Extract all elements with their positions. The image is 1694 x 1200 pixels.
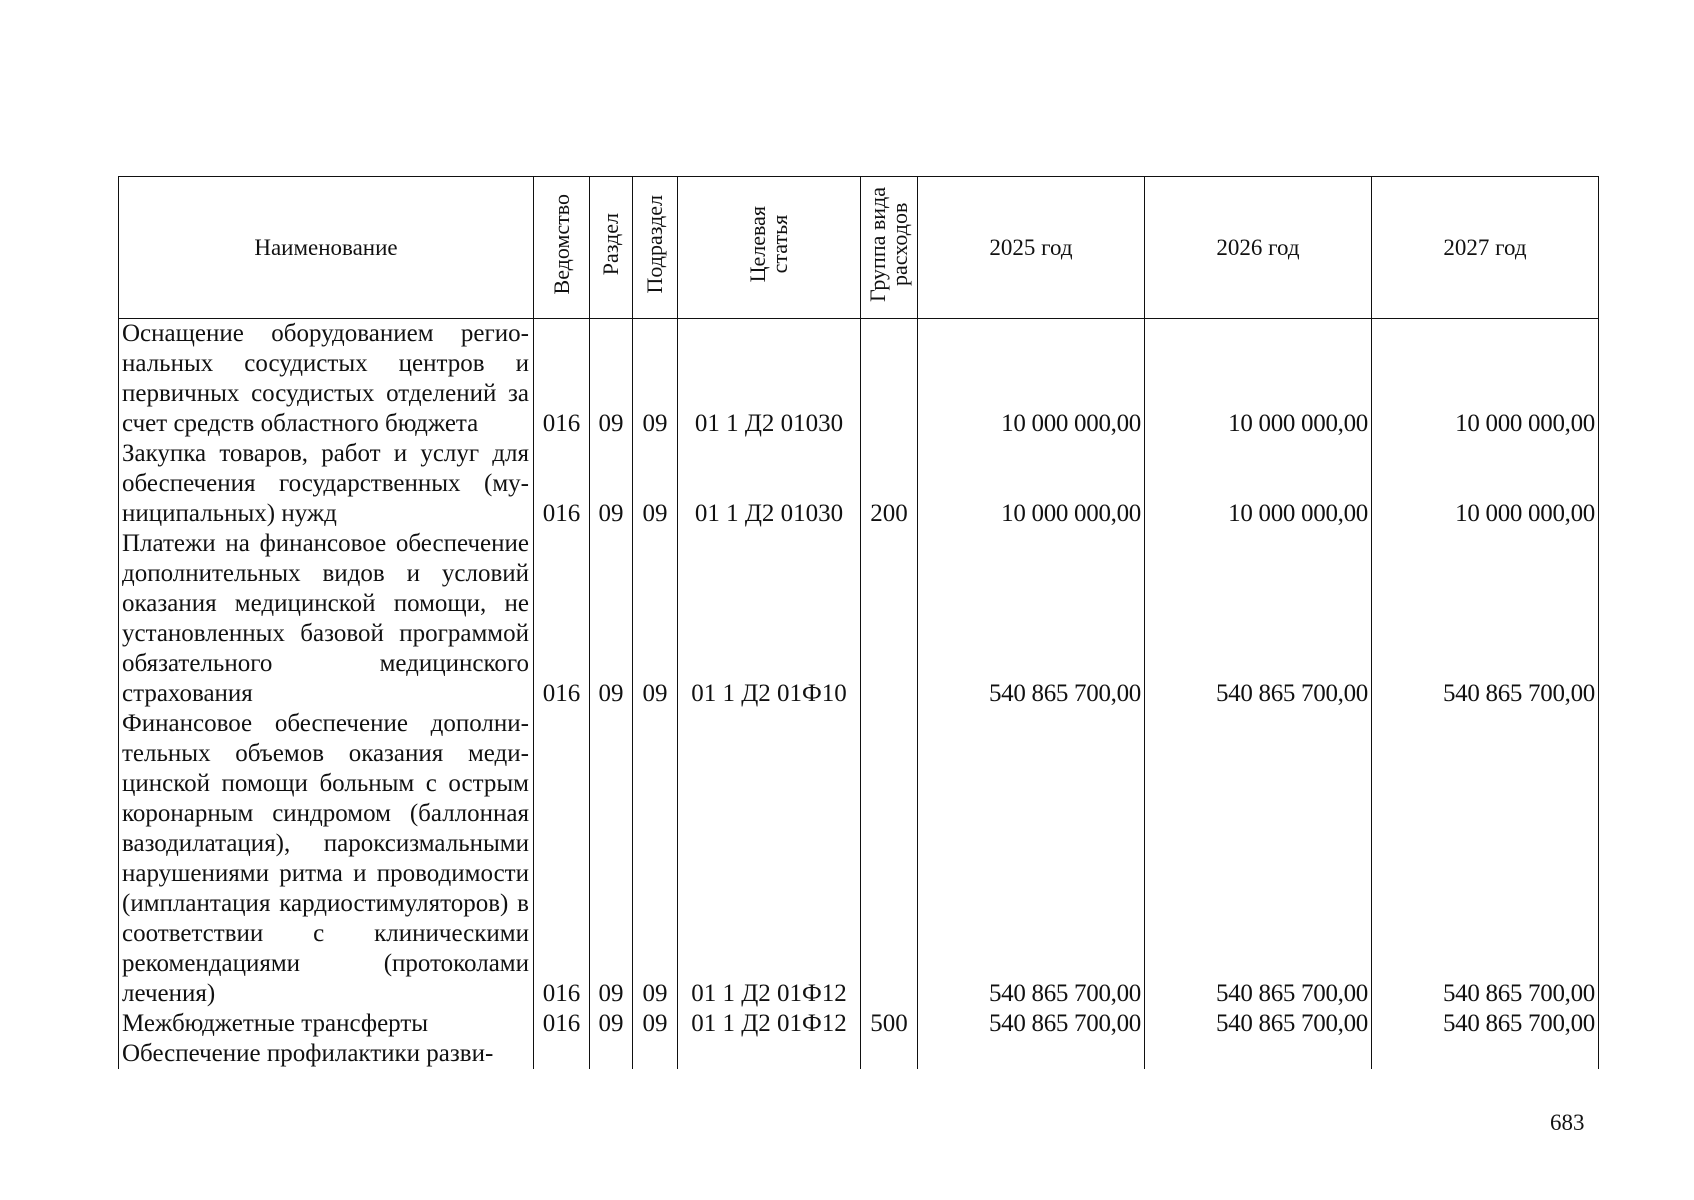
header-target-line1: Целевая	[745, 206, 770, 283]
row-2027: 540 865 700,00	[1372, 529, 1599, 709]
row-2025: 10 000 000,00	[918, 319, 1145, 440]
header-row	[119, 177, 1599, 319]
header-group-line2: расходов	[887, 202, 912, 287]
row-group: 500	[861, 1009, 918, 1039]
page-number: 683	[1550, 1110, 1585, 1135]
row-2027	[1372, 1039, 1599, 1069]
row-2026: 540 865 700,00	[1145, 1009, 1372, 1039]
row-2026: 540 865 700,00	[1145, 709, 1372, 1009]
row-2026: 10 000 000,00	[1145, 319, 1372, 440]
row-group	[861, 319, 918, 440]
table-row	[119, 439, 1599, 529]
row-vedomstvo: 016	[534, 319, 590, 440]
row-vedomstvo	[534, 1039, 590, 1069]
row-target	[678, 1039, 861, 1069]
header-podrazdel: Подраздел	[633, 177, 678, 319]
header-expense-group	[861, 177, 918, 319]
row-target: 01 1 Д2 01030	[678, 319, 861, 440]
row-2025	[918, 1039, 1145, 1069]
row-podrazdel: 09	[633, 439, 678, 529]
budget-table	[118, 176, 1599, 1069]
header-group-line1: Группа вида	[865, 187, 890, 302]
row-razdel: 09	[590, 1009, 633, 1039]
header-2027: 2027 год	[1372, 177, 1599, 319]
row-name: Закупка товаров, работ и услуг для обеспечения государственных (муниципальных) нужд	[119, 439, 534, 529]
row-target: 01 1 Д2 01Ф12	[678, 709, 861, 1009]
row-2026: 540 865 700,00	[1145, 529, 1372, 709]
row-2025: 540 865 700,00	[918, 709, 1145, 1009]
budget-table-container	[118, 176, 1598, 1069]
row-2025: 540 865 700,00	[918, 529, 1145, 709]
row-podrazdel	[633, 1039, 678, 1069]
row-podrazdel: 09	[633, 529, 678, 709]
row-name: Платежи на финансовое обеспечение дополнительных видов и условий оказания медицинской помощи, не установленных базовой программой обязательного медицинского страхования	[119, 529, 534, 709]
row-2027: 10 000 000,00	[1372, 319, 1599, 440]
row-target: 01 1 Д2 01Ф12	[678, 1009, 861, 1039]
row-vedomstvo: 016	[534, 439, 590, 529]
row-group	[861, 1039, 918, 1069]
row-2026: 10 000 000,00	[1145, 439, 1372, 529]
row-podrazdel: 09	[633, 319, 678, 440]
table-row	[119, 709, 1599, 1009]
row-podrazdel: 09	[633, 1009, 678, 1039]
row-target: 01 1 Д2 01030	[678, 439, 861, 529]
header-2026: 2026 год	[1145, 177, 1372, 319]
row-2027: 10 000 000,00	[1372, 439, 1599, 529]
table-row	[119, 1009, 1599, 1039]
row-razdel: 09	[590, 319, 633, 440]
header-2025: 2025 год	[918, 177, 1145, 319]
row-2026	[1145, 1039, 1372, 1069]
table-header	[119, 177, 1599, 319]
row-group	[861, 529, 918, 709]
header-razdel: Раздел	[590, 177, 633, 319]
header-vedomstvo: Ведомство	[534, 177, 590, 319]
row-name: Межбюджетные трансферты	[119, 1009, 534, 1039]
table-body	[119, 319, 1599, 1070]
row-name: Обеспечение профилактики разви-	[119, 1039, 534, 1069]
row-razdel: 09	[590, 529, 633, 709]
row-2027: 540 865 700,00	[1372, 709, 1599, 1009]
row-name: Финансовое обеспечение дополнительных объемов оказания медицинской помощи больным с острым коронарным синдромом (баллонная вазодилатация), пароксизмальными нарушениями ритма и проводимости (имплантация кардиостимуляторов) в соответствии с клиническими рекомендациями (протоколами лечения)	[119, 709, 534, 1009]
row-vedomstvo: 016	[534, 709, 590, 1009]
row-podrazdel: 09	[633, 709, 678, 1009]
row-razdel: 09	[590, 709, 633, 1009]
header-target-article	[678, 177, 861, 319]
row-vedomstvo: 016	[534, 529, 590, 709]
row-name: Оснащение оборудованием региональных сосудистых центров и первичных сосудистых отделений за счет средств областного бюджета	[119, 319, 534, 440]
table-row	[119, 319, 1599, 440]
row-target: 01 1 Д2 01Ф10	[678, 529, 861, 709]
row-razdel: 09	[590, 439, 633, 529]
row-group: 200	[861, 439, 918, 529]
table-row	[119, 1039, 1599, 1069]
row-razdel	[590, 1039, 633, 1069]
header-name: Наименование	[119, 177, 534, 319]
row-2027: 540 865 700,00	[1372, 1009, 1599, 1039]
row-2025: 10 000 000,00	[918, 439, 1145, 529]
header-target-line2: статья	[767, 215, 792, 274]
table-row	[119, 529, 1599, 709]
row-vedomstvo: 016	[534, 1009, 590, 1039]
row-group	[861, 709, 918, 1009]
row-2025: 540 865 700,00	[918, 1009, 1145, 1039]
